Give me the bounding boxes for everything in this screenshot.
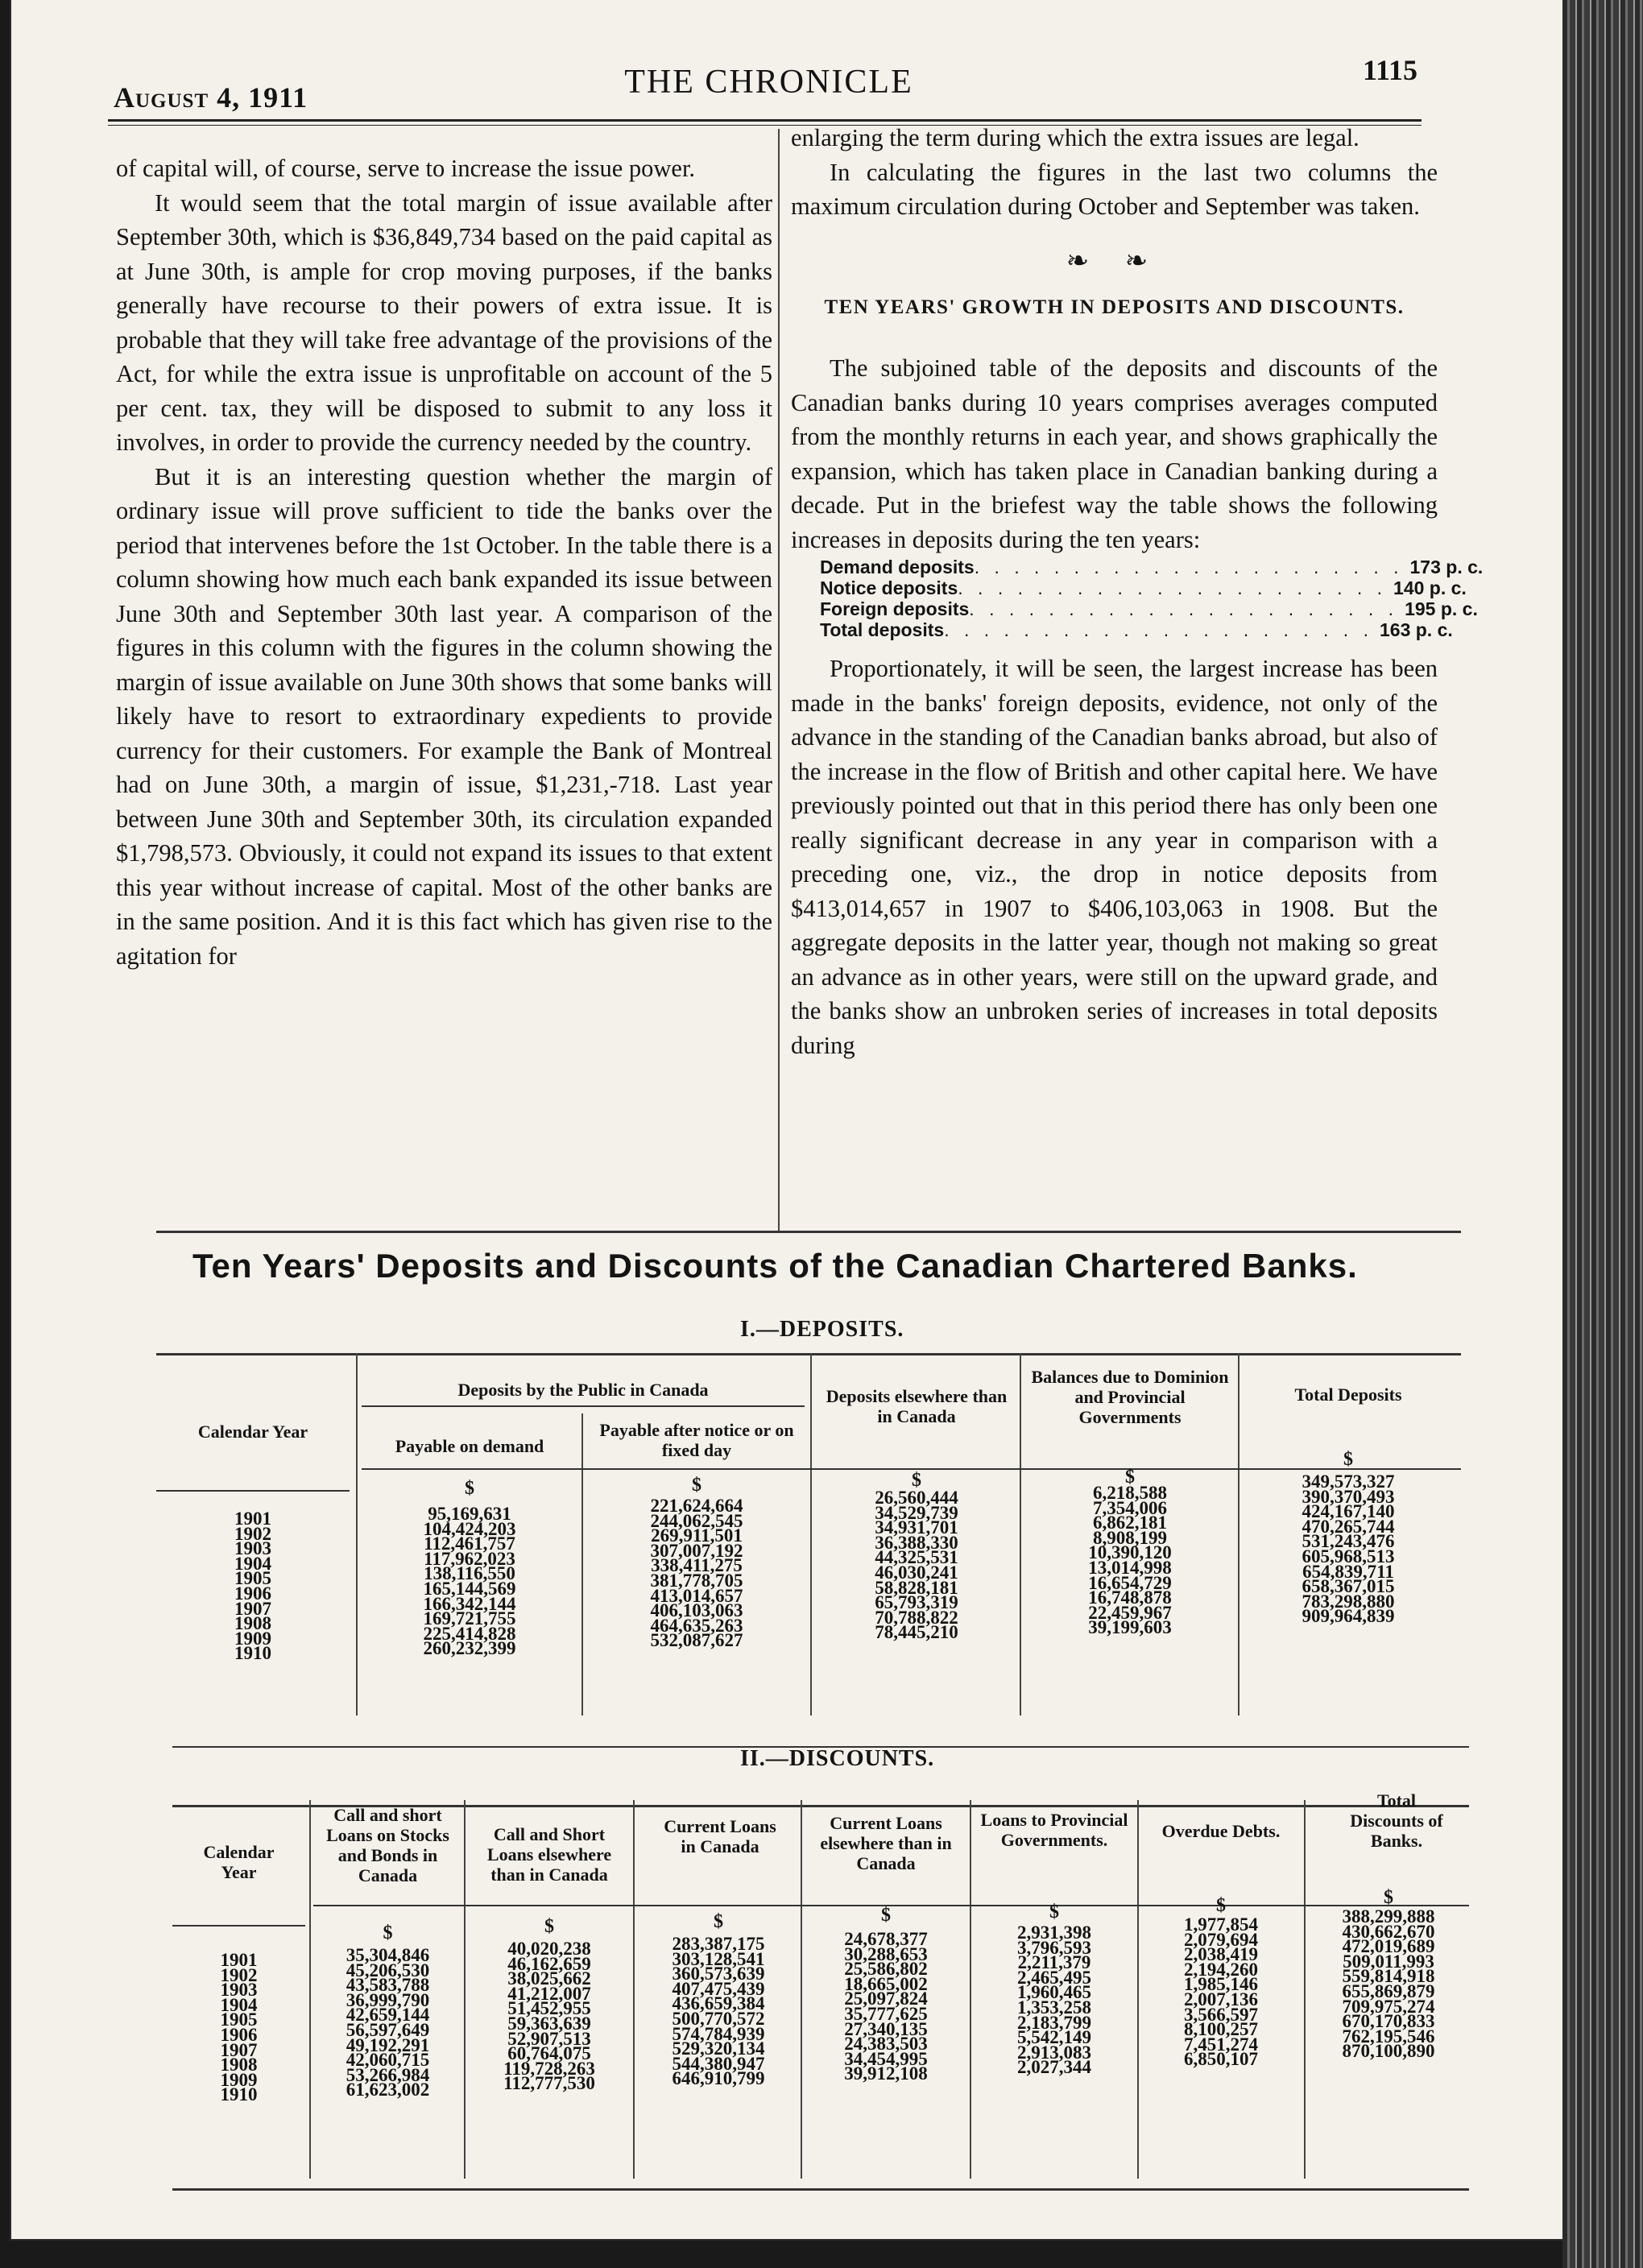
table-cell: 138,116,550	[424, 1563, 515, 1584]
table-cell: 52,907,513	[507, 2028, 591, 2049]
table-cell: 2,194,260	[1184, 1959, 1258, 1980]
table-cell: 2,027,344	[1017, 2057, 1091, 2078]
table-cell: 1906	[234, 1583, 271, 1604]
right-paragraph-intro: The subjoined table of the deposits and discounts of the Canadian banks during 10 years comprises averages computed from the monthly returns in each year, and shows graphically the expansion, which has taken place in Canadian banking during a decade. Put in the briefest way the table shows the following increases in deposits during the ten years:	[791, 354, 1438, 553]
table-cell: 5,542,149	[1017, 2027, 1091, 2048]
table-cell: 46,162,659	[507, 1953, 591, 1974]
header-date: August 4, 1911	[114, 81, 308, 114]
table-cell: 51,452,955	[507, 1998, 591, 2019]
newspaper-page	[11, 0, 1562, 2239]
discounts-col-provincial: Loans to Provincial Governments.	[980, 1810, 1128, 1850]
discounts-col-overdue: Overdue Debts.	[1161, 1821, 1281, 1841]
table-cell: 2,931,398	[1017, 1922, 1091, 1943]
table-cell: 53,266,984	[346, 2064, 430, 2085]
deposits-dollar: $	[912, 1470, 921, 1491]
discounts-dollar: $	[1384, 1887, 1393, 1908]
increase-row: Total deposits . . . . . . . . . . . . . . . . . . . . . . 163 p. c.	[820, 619, 1453, 640]
table-cell: 407,475,439	[672, 1978, 765, 1999]
table-cell: 41,212,007	[507, 1983, 591, 2004]
table-cell: 709,975,274	[1342, 1996, 1435, 2017]
table-cell: 26,560,444	[875, 1488, 958, 1508]
table-cell: 117,962,023	[424, 1548, 515, 1569]
table-cell: 45,206,530	[346, 1960, 430, 1980]
table-cell: 60,764,075	[507, 2043, 591, 2064]
table-cell: 70,788,822	[875, 1607, 958, 1628]
book-spine	[1562, 0, 1643, 2268]
deposits-dollar: $	[1125, 1467, 1135, 1488]
deposits-dollar: $	[465, 1478, 474, 1499]
table-cell: 870,100,890	[1342, 2041, 1435, 2062]
deposits-total-values	[1244, 1471, 1453, 1627]
ornament-icon: ❧ ❧	[1066, 246, 1163, 276]
deposits-col-demand: Payable on demand	[395, 1436, 544, 1456]
table-cell: 269,911,501	[651, 1525, 743, 1546]
table-cell: 655,869,879	[1342, 1980, 1435, 2001]
table-cell: 1,977,854	[1184, 1914, 1258, 1935]
table-cell: 34,454,995	[844, 2048, 928, 2069]
table-cell: 2,913,083	[1017, 2042, 1091, 2063]
table-cell: 10,390,120	[1088, 1542, 1172, 1563]
table-cell: 1903	[234, 1538, 271, 1559]
right-paragraph-3: Proportionately, it will be seen, the largest increase has been made in the banks' foreign deposits, evidence, not only of the advance in the standing of the Canadian banks abroad, but also of the increase in the flow of British and other capital here. We have previously pointed out that in this period there has only been one really significant decrease in any year in comparison with a preceding one, viz., the drop in notice deposits from $413,014,657 in 1907 to $406,103,063 in 1908. But the aggregate deposits in the latter year, though not making so great an advance as in other years, were still on the upward grade, and the banks show an unbroken series of increases in total deposits during	[791, 655, 1438, 1059]
table-cell: 1905	[220, 2009, 258, 2030]
discounts-dollar: $	[544, 1916, 554, 1937]
table-cell: 2,211,379	[1017, 1952, 1091, 1973]
table-cell: 104,424,203	[423, 1518, 516, 1539]
table-cell: 1908	[220, 2055, 258, 2076]
table-cell: 1910	[220, 2084, 258, 2105]
table-cell: 1,985,146	[1184, 1974, 1258, 1995]
discounts-col-call-elsewhere: Call and Short Loans elsewhere than in Canada	[486, 1824, 612, 1885]
table-cell: 56,597,649	[346, 2019, 430, 2040]
table-cell: 529,320,134	[672, 2038, 765, 2059]
table-cell: 532,087,627	[650, 1630, 743, 1651]
increase-row: Demand deposits . . . . . . . . . . . . . . . . . . . . . . 173 p. c.	[820, 557, 1484, 577]
discounts-call-elsewhere-values	[469, 1939, 630, 2094]
discounts-col-call-canada: Call and short Loans on Stocks and Bonds in Canada	[326, 1805, 449, 1885]
table-cell: 1904	[220, 1994, 258, 2015]
column-separator	[778, 129, 780, 1232]
table-cell: 225,414,828	[423, 1623, 516, 1644]
table-cell: 1910	[234, 1643, 271, 1664]
table-cell: 8,100,257	[1184, 2019, 1258, 2040]
table-cell: 2,079,694	[1184, 1929, 1258, 1950]
left-paragraph-3: But it is an interesting question whether the margin of ordinary issue will prove sufficient to tide the banks over the period that intervenes before the 1st October. In the table there is a column showing how much each bank expanded its issue between June 30th and September 30th last year. A comparison of the figures in this column with the figures in the column showing the margin of issue available on June 30th shows that some banks will likely have to resort to extraordinary expedients to provide currency for their customers. For example the Bank of Montreal had on June 30th, a margin of issue, $1,231,-718. Last year between June 30th and September 30th, its circulation expanded $1,798,573. Obviously, it could not expand its issues to that extent this year without increase of capital. Most of the other banks are in the same position. And it is this fact which has given rise to the agitation for	[116, 462, 772, 970]
discounts-call-canada-values	[313, 1945, 462, 2100]
table-cell: 40,020,238	[507, 1939, 591, 1959]
discounts-dollar: $	[383, 1922, 393, 1943]
deposits-demand-values	[362, 1504, 577, 1659]
table-cell: 49,192,291	[346, 2034, 430, 2055]
left-paragraph-2: It would seem that the total margin of issue available after September 30th, which is $36,849,734 based on the paid capital as at June 30th, is ample for crop moving purposes, if the banks generally have recourse to their powers of extra issue. It is probable that they will take free advantage of the provisions of the Act, for while the extra issue is unprofitable on account of the 5 per cent. tax, they will be disposed to submit to any loss it involves, in order to provide the currency needed by the country.	[116, 188, 772, 456]
deposits-elsewhere-values	[817, 1488, 1016, 1643]
table-cell: 2,038,419	[1184, 1944, 1258, 1965]
deposits-col-year: Calendar Year	[197, 1422, 308, 1442]
table-cell: 25,097,824	[844, 1989, 928, 2009]
table-cell: 1907	[234, 1598, 271, 1619]
table-cell: 44,325,531	[875, 1547, 958, 1568]
table-cell: 16,654,729	[1088, 1572, 1172, 1593]
table-cell: 531,243,476	[1302, 1531, 1395, 1552]
discounts-years	[184, 1950, 293, 2105]
deposits-col-elsewhere: Deposits elsewhere than in Canada	[826, 1386, 1008, 1426]
deposits-dollar: $	[1343, 1449, 1353, 1470]
table-cell: 1904	[234, 1553, 271, 1574]
tables-top-rule	[156, 1231, 1461, 1233]
table-cell: 39,199,603	[1088, 1617, 1172, 1638]
table-cell: 35,304,846	[346, 1945, 430, 1965]
deposits-col-balances: Balances due to Dominion and Provincial Governments	[1031, 1367, 1229, 1427]
discounts-dollar: $	[1049, 1902, 1059, 1922]
right-paragraph-1: enlarging the term during which the extra issues are legal.	[791, 124, 1360, 151]
table-cell: 1908	[234, 1613, 271, 1634]
table-cell: 470,265,744	[1302, 1516, 1395, 1537]
deposits-col-total: Total Deposits	[1294, 1384, 1402, 1405]
discounts-label: II.—DISCOUNTS.	[740, 1746, 935, 1771]
table-cell: 244,062,545	[650, 1510, 743, 1531]
table-cell: 24,383,503	[844, 2034, 928, 2055]
table-cell: 221,624,664	[650, 1496, 743, 1516]
table-cell: 406,103,063	[650, 1600, 743, 1621]
table-cell: 61,623,002	[346, 2080, 430, 2100]
discounts-total-values	[1308, 1906, 1469, 2062]
table-cell: 307,007,192	[650, 1540, 743, 1561]
table-cell: 605,968,513	[1302, 1546, 1395, 1566]
table-cell: 46,030,241	[875, 1562, 958, 1583]
discounts-current-elsewhere-values	[805, 1929, 966, 2084]
table-cell: 303,128,541	[672, 1948, 765, 1969]
table-cell: 1,960,465	[1017, 1982, 1091, 2003]
table-cell: 338,411,275	[651, 1555, 743, 1576]
table-cell: 559,814,918	[1342, 1966, 1435, 1987]
table-cell: 544,380,947	[672, 2053, 765, 2074]
deposits-dollar: $	[692, 1475, 701, 1496]
left-paragraph-1: of capital will, of course, serve to increase the issue power.	[116, 155, 696, 182]
table-cell: 95,169,631	[428, 1504, 511, 1524]
deposits-col-notice: Payable after notice or on fixed day	[599, 1420, 794, 1460]
increase-list	[820, 557, 1484, 640]
article-heading: TEN YEARS' GROWTH IN DEPOSITS AND DISCOUNTS.	[824, 296, 1405, 318]
table-cell: 2,183,799	[1017, 2012, 1091, 2033]
table-cell: 38,025,662	[507, 1968, 591, 1989]
table-cell: 78,445,210	[875, 1622, 958, 1643]
table-cell: 1902	[220, 1964, 258, 1985]
right-paragraph-2: In calculating the figures in the last two columns the maximum circulation during October and September was taken.	[791, 158, 1438, 220]
table-cell: 7,354,006	[1093, 1497, 1167, 1518]
table-cell: 16,748,878	[1088, 1587, 1172, 1608]
discounts-dollar: $	[881, 1905, 891, 1926]
deposits-notice-values	[587, 1496, 806, 1651]
table-cell: 1909	[234, 1628, 271, 1649]
table-cell: 360,573,639	[672, 1964, 765, 1984]
discounts-col-current-elsewhere: Current Loans elsewhere than in Canada	[820, 1813, 952, 1873]
deposits-balances-values	[1026, 1483, 1234, 1638]
table-cell: 7,451,274	[1184, 2034, 1258, 2055]
table-cell: 165,144,569	[423, 1578, 516, 1599]
table-cell: 6,862,181	[1093, 1513, 1167, 1533]
table-cell: 646,910,799	[672, 2068, 765, 2089]
table-cell: 8,908,199	[1093, 1527, 1167, 1548]
table-cell: 2,007,136	[1184, 1989, 1258, 2009]
page-header	[104, 50, 1434, 114]
table-cell: 24,678,377	[844, 1929, 928, 1949]
table-cell: 112,777,530	[503, 2073, 595, 2094]
table-cell: 413,014,657	[650, 1585, 743, 1606]
table-cell: 112,461,757	[424, 1533, 515, 1554]
table-cell: 390,370,493	[1302, 1486, 1395, 1507]
table-cell: 6,218,588	[1093, 1483, 1167, 1503]
table-cell: 42,060,715	[346, 2050, 430, 2071]
table-cell: 574,784,939	[672, 2023, 765, 2044]
table-cell: 35,777,625	[844, 2003, 928, 2024]
left-column	[116, 151, 772, 973]
table-cell: 30,288,653	[844, 1943, 928, 1964]
table-cell: 509,011,993	[1343, 1951, 1434, 1972]
table-cell: 3,796,593	[1017, 1937, 1091, 1958]
table-cell: 1901	[234, 1509, 271, 1529]
discounts-col-current-canada: Current Loans in Canada	[664, 1816, 776, 1856]
discounts-dollar: $	[1216, 1895, 1226, 1916]
table-cell: 34,931,701	[875, 1517, 958, 1538]
table-cell: 36,388,330	[875, 1532, 958, 1553]
table-cell: 18,665,002	[844, 1973, 928, 1994]
header-title: THE CHRONICLE	[624, 64, 913, 101]
table-cell: 464,635,263	[650, 1615, 743, 1636]
table-cell: 430,662,670	[1342, 1921, 1435, 1942]
table-cell: 42,659,144	[346, 2005, 430, 2026]
table-cell: 381,778,705	[650, 1570, 743, 1591]
discounts-col-year: Calendar Year	[203, 1842, 275, 1882]
discounts-dollar: $	[714, 1911, 723, 1932]
table-cell: 500,770,572	[672, 2008, 765, 2029]
table-cell: 3,566,597	[1184, 2004, 1258, 2025]
table-cell: 1,353,258	[1017, 1997, 1091, 2018]
increase-row: Foreign deposits . . . . . . . . . . . . . . . . . . . . . . 195 p. c.	[820, 598, 1478, 619]
table-cell: 1901	[220, 1950, 258, 1970]
right-column	[791, 121, 1484, 1062]
table-cell: 34,529,739	[875, 1502, 958, 1523]
table-cell: 1902	[234, 1523, 271, 1544]
table-cell: 283,387,175	[672, 1934, 765, 1954]
table-cell: 25,586,802	[844, 1959, 928, 1980]
table-cell: 1907	[220, 2039, 258, 2060]
table-cell: 260,232,399	[423, 1638, 516, 1659]
table-cell: 658,367,015	[1302, 1576, 1395, 1597]
table-cell: 783,298,880	[1302, 1591, 1395, 1612]
table-cell: 1906	[220, 2024, 258, 2045]
discounts-current-canada-values	[639, 1934, 797, 2089]
table-cell: 1903	[220, 1980, 258, 2001]
table-cell: 472,019,689	[1342, 1936, 1435, 1957]
table-cell: 22,459,967	[1088, 1602, 1172, 1623]
table-cell: 59,363,639	[507, 2013, 591, 2034]
tables-title: Ten Years' Deposits and Discounts of the Canadian Chartered Banks.	[192, 1247, 1358, 1285]
table-cell: 65,793,319	[875, 1592, 958, 1613]
table-cell: 39,912,108	[844, 2063, 928, 2084]
deposits-group-header: Deposits by the Public in Canada	[457, 1380, 709, 1400]
increase-row: Notice deposits . . . . . . . . . . . . . . . . . . . . . . 140 p. c.	[820, 577, 1467, 598]
table-cell: 166,342,144	[423, 1593, 516, 1614]
table-cell: 1905	[234, 1568, 271, 1589]
table-cell: 36,999,790	[346, 1989, 430, 2010]
table-cell: 436,659,384	[672, 1993, 765, 2014]
table-cell: 13,014,998	[1088, 1557, 1172, 1578]
table-cell: 2,465,495	[1017, 1967, 1091, 1988]
table-cell: 58,828,181	[875, 1577, 958, 1598]
table-cell: 349,573,327	[1302, 1471, 1395, 1492]
table-cell: 119,728,263	[503, 2058, 595, 2079]
discounts-provincial-values	[975, 1922, 1134, 2078]
header-page-number: 1115	[1362, 54, 1417, 86]
deposits-years	[188, 1509, 317, 1664]
discounts-table	[172, 1776, 1469, 2203]
discounts-overdue-values	[1142, 1914, 1300, 2070]
table-cell: 388,299,888	[1342, 1906, 1435, 1927]
deposits-label: I.—DEPOSITS.	[740, 1317, 904, 1342]
table-cell: 169,721,755	[423, 1608, 516, 1629]
table-cell: 43,583,788	[346, 1975, 430, 1996]
table-cell: 424,167,140	[1302, 1501, 1395, 1522]
table-cell: 670,170,833	[1342, 2011, 1435, 2032]
table-cell: 27,340,135	[844, 2018, 928, 2039]
deposits-table	[156, 1349, 1461, 1732]
discounts-col-total: Total Discounts of Banks.	[1350, 1790, 1443, 1851]
table-cell: 909,964,839	[1302, 1606, 1395, 1627]
table-cell: 1909	[220, 2069, 258, 2090]
table-cell: 762,195,546	[1342, 2026, 1435, 2047]
table-cell: 6,850,107	[1184, 2049, 1258, 2070]
table-cell: 654,839,711	[1302, 1561, 1394, 1582]
